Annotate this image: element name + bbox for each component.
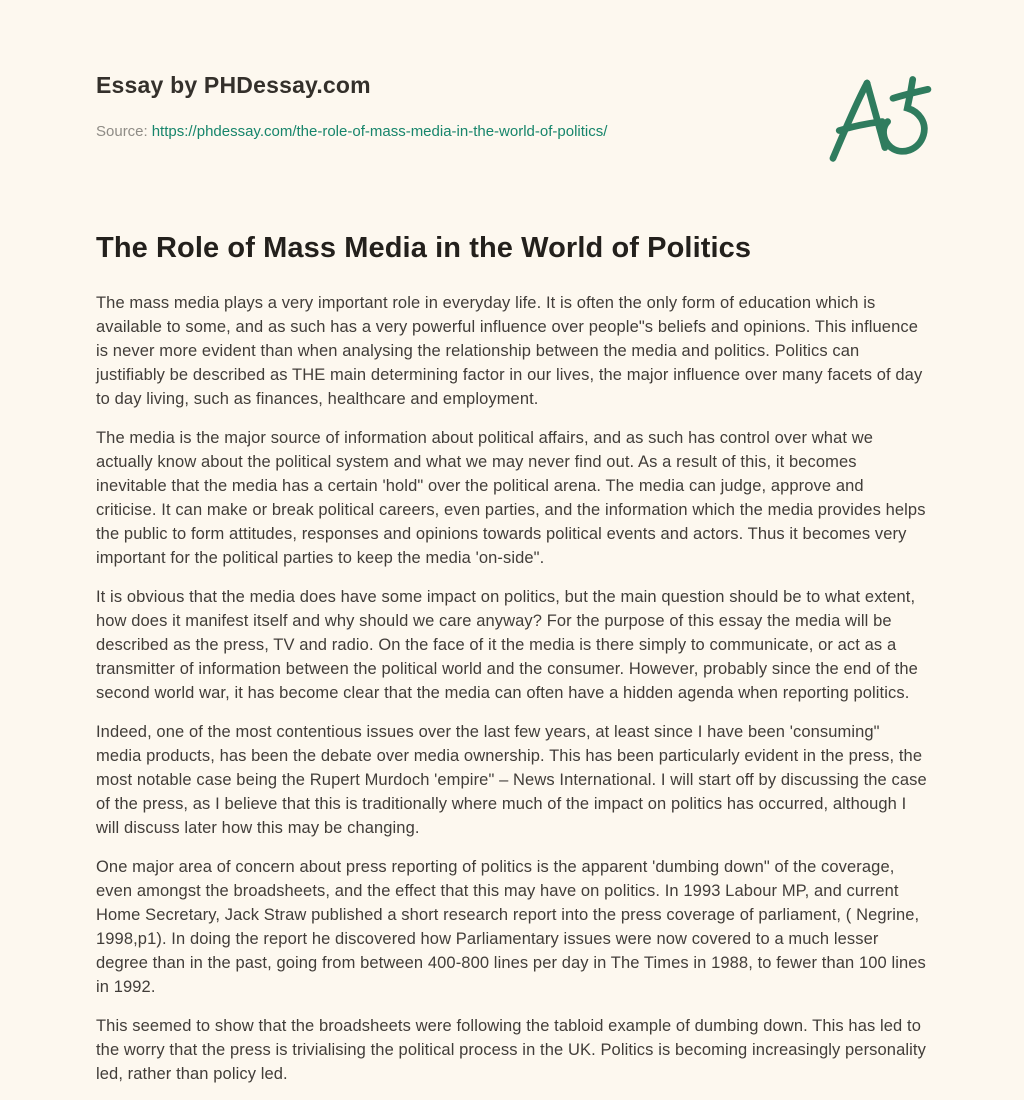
essay-paragraph: It is obvious that the media does have some impact on politics, but the main question should be to what extent, how does it manifest itself and why should we care anyway? For the purpose of this essay the media will be described as the press, TV and radio. On the face of it the media is there simply to communicate, or act as a transmitter of information between the political world and the consumer. However, probably since the end of the second world war, it has become clear that the media can often have a hidden agenda when reporting politics. (96, 588, 918, 702)
phdessay-logo (824, 68, 936, 168)
essay-paragraph: This seemed to show that the broadsheets were following the tabloid example of dumbing down. This has led to the worry that the press is trivialising the political process in the UK. Politics is becoming increasingly personality led, rather than policy led. (96, 1017, 926, 1083)
source-label: Source: (96, 123, 148, 140)
essay-paragraph: The media is the major source of information about political affairs, and as such has control over what we actually know about the political system and what we may never find out. As a result of this, it becomes inevitable that the media has a certain 'hold" over the political arena. The media can judge, approve and criticise. It can make or break political careers, even parties, and the information which the media provides helps the public to form attitudes, responses and opinions towards political events and actors. Thus it becomes very important for the political parties to keep the media 'on-side". (96, 429, 926, 567)
page-header (96, 72, 928, 168)
essay-body (96, 291, 928, 1086)
site-title: Essay by PHDessay.com (96, 72, 371, 98)
essay-paragraph: One major area of concern about press reporting of politics is the apparent 'dumbing down" of the coverage, even amongst the broadsheets, and the effect that this may have on politics. In 1993 Labour MP, and current Home Secretary, Jack Straw published a short research report into the press coverage of parliament, ( Negrine, 1998,p1). In doing the report he discovered how Parliamentary issues were now covered to a much lesser degree than in the past, going from between 400-800 lines per day in The Times in 1988, to fewer than 100 lines in 1992. (96, 858, 926, 996)
essay-paragraph: The mass media plays a very important role in everyday life. It is often the only form of education which is available to some, and as such has a very powerful influence over people"s beliefs and opinions. This influence is never more evident than when analysing the relationship between the media and politics. Politics can justifiably be described as THE main determining factor in our lives, the major influence over many facets of day to day living, such as finances, healthcare and employment. (96, 294, 923, 408)
source-link[interactable]: https://phdessay.com/the-role-of-mass-media-in-the-world-of-politics/ (151, 123, 608, 140)
essay-content (96, 232, 928, 1086)
essay-title: The Role of Mass Media in the World of Politics (96, 232, 752, 264)
header-text-block (96, 72, 607, 140)
source-line (96, 123, 607, 140)
a-plus-logo-icon (824, 68, 936, 168)
essay-paragraph: Indeed, one of the most contentious issues over the last few years, at least since I have been 'consuming" media products, has been the debate over media ownership. This has been particularly evident in the press, the most notable case being the Rupert Murdoch 'empire" – News International. I will start off by discussing the case of the press, as I believe that this is traditionally where much of the impact on politics has occurred, although I will discuss later how this may be changing. (96, 723, 927, 837)
